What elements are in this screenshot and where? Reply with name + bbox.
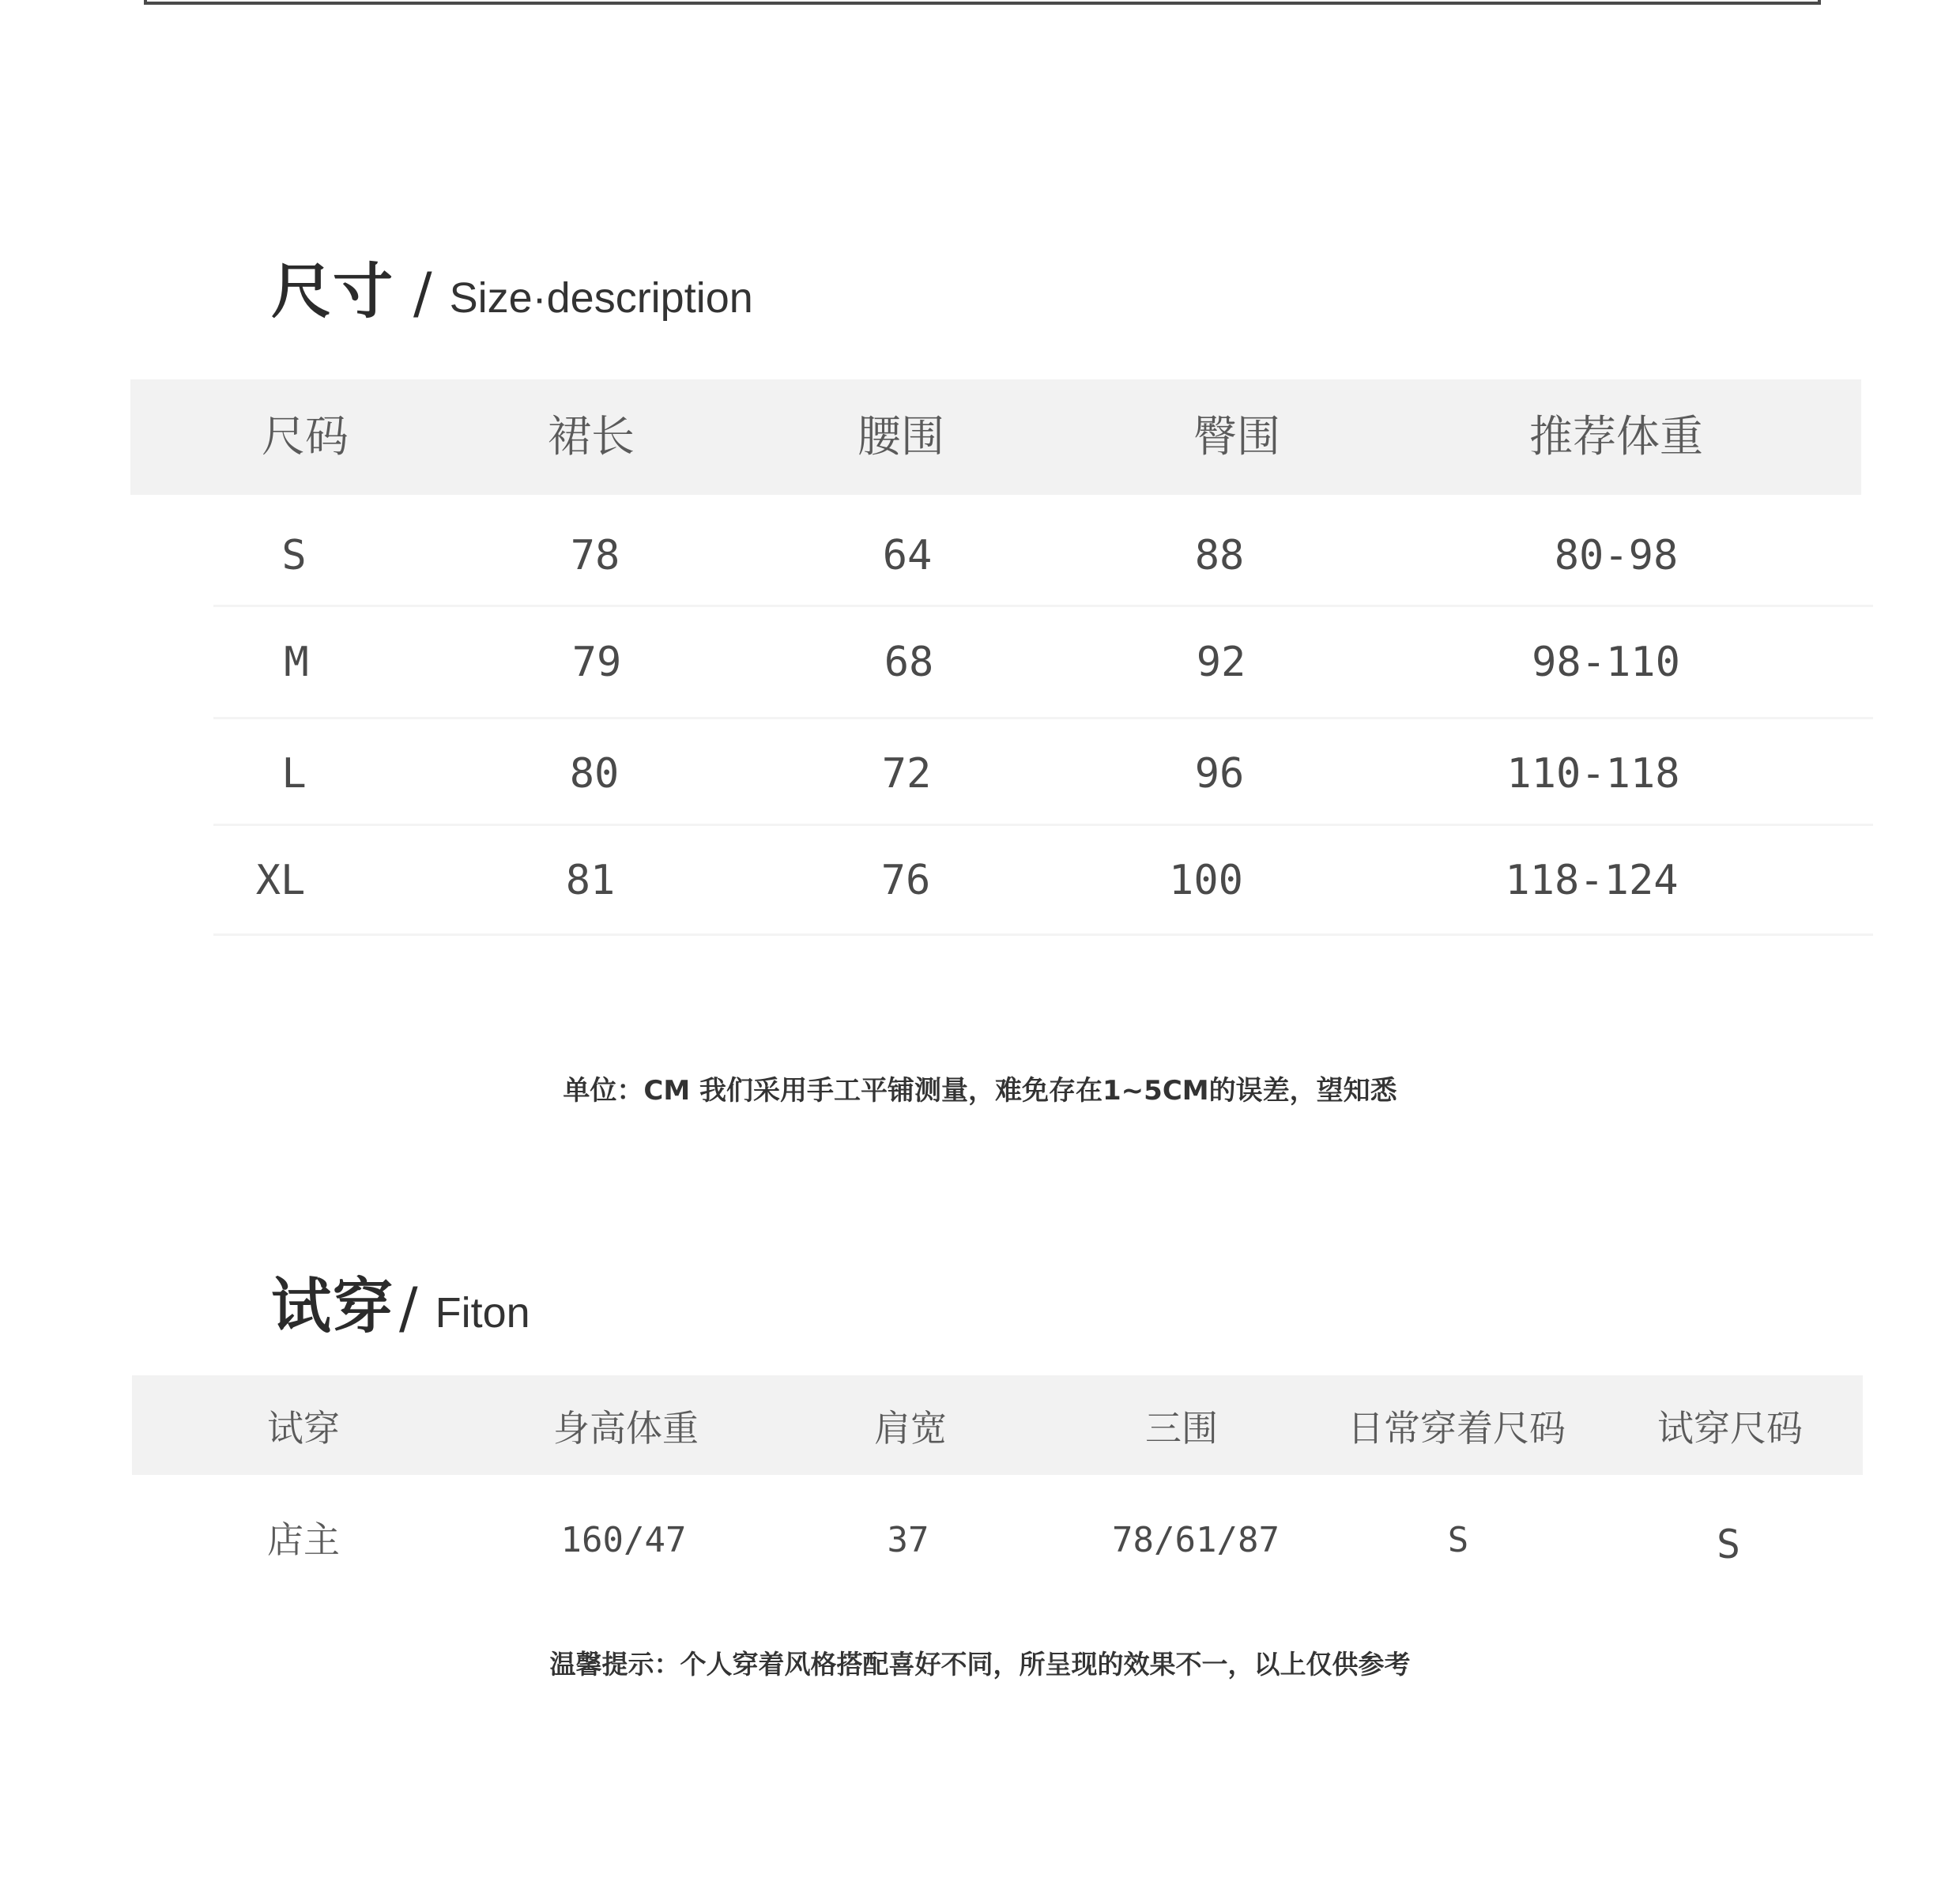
size-cell: 72: [881, 750, 932, 798]
size-cell: XL: [255, 857, 306, 904]
size-header-weight: 推荐体重: [1528, 411, 1704, 462]
size-header-waist: 腰围: [857, 411, 945, 462]
size-header-size: 尺码: [261, 411, 349, 462]
fit-header-tried-size: 试穿尺码: [1657, 1407, 1803, 1450]
fit-cell: 78/61/87: [1112, 1520, 1280, 1560]
size-header-hip: 臀围: [1193, 411, 1281, 462]
fit-header-shoulder: 肩宽: [874, 1407, 947, 1450]
top-frame-border: [144, 0, 1821, 5]
row-divider: [213, 717, 1873, 719]
size-cell: 80: [569, 750, 620, 798]
size-cell: 80-98: [1554, 532, 1679, 579]
size-title-slash: /: [413, 261, 432, 326]
size-cell: 98-110: [1532, 639, 1680, 686]
fit-table-header-band: [132, 1375, 1863, 1475]
size-cell: 78: [570, 532, 620, 579]
size-cell: 100: [1169, 857, 1243, 904]
size-cell: 68: [884, 639, 934, 686]
size-cell: 79: [571, 639, 622, 686]
fit-tip-note: 温馨提示：个人穿着风格搭配喜好不同，所呈现的效果不一，以上仅供参考: [549, 1649, 1411, 1680]
fit-header-daily-size: 日常穿着尺码: [1348, 1407, 1566, 1450]
size-cell: 96: [1194, 750, 1245, 798]
size-cell: S: [281, 532, 307, 579]
size-cell: 88: [1194, 532, 1245, 579]
size-cell: 118-124: [1505, 857, 1679, 904]
size-cell: L: [281, 750, 307, 798]
fit-cell: 160/47: [560, 1520, 687, 1560]
fit-cell: S: [1447, 1520, 1469, 1560]
size-cell: 110-118: [1506, 750, 1680, 798]
fit-cell: 37: [887, 1520, 929, 1560]
fit-cell: S: [1716, 1522, 1741, 1567]
size-cell: M: [284, 639, 309, 686]
size-header-length: 裙长: [547, 411, 635, 462]
row-divider: [213, 933, 1873, 936]
measurement-note: 单位：CM 我们采用手工平铺测量，难免存在1~5CM的误差，望知悉: [563, 1075, 1397, 1107]
size-title-en: Size·description: [449, 274, 753, 322]
fit-title-cn: 试穿: [271, 1271, 394, 1341]
fit-header-height-weight: 身高体重: [553, 1407, 699, 1450]
row-divider: [213, 824, 1873, 826]
size-cell: 81: [565, 857, 616, 904]
size-cell: 76: [880, 857, 931, 904]
size-cell: 64: [882, 532, 933, 579]
fit-header-model: 试穿: [267, 1407, 340, 1450]
fit-section-title: [271, 1258, 530, 1344]
size-title-cn: 尺寸: [271, 256, 394, 326]
fit-header-measurements: 三围: [1145, 1407, 1218, 1450]
fit-title-en: Fiton: [435, 1289, 530, 1337]
fit-title-slash: /: [399, 1276, 418, 1341]
row-divider: [213, 605, 1873, 607]
size-cell: 92: [1196, 639, 1246, 686]
size-section-title: [271, 243, 753, 330]
fit-cell: 店主: [267, 1518, 340, 1561]
